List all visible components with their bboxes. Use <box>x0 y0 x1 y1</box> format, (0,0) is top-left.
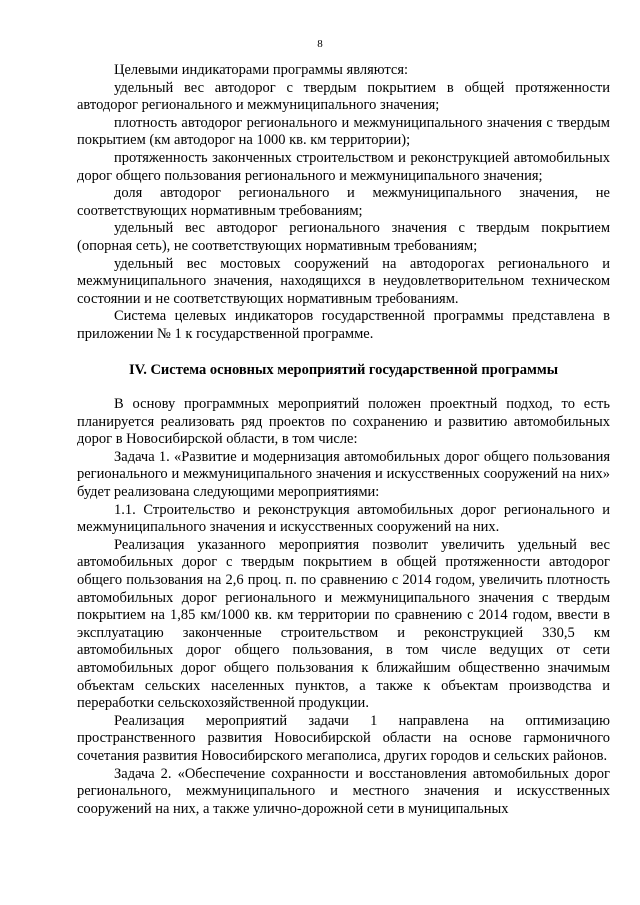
paragraph-indicator-length-built: протяженность законченных строительством и реконструкцией автомобильных дорог общего пользования регионального и межмуниципального значения; <box>77 149 610 184</box>
paragraph-measure-1-1: 1.1. Строительство и реконструкция автомобильных дорог регионального и межмуниципального значения и искусственных сооружений на них. <box>77 501 610 536</box>
paragraph-indicators-intro: Целевыми индикаторами программы являются: <box>114 62 409 78</box>
paragraph-indicator-core-network: удельный вес автодорог регионального значения с твердым покрытием (опорная сеть), не соответствующих нормативным требованиям; <box>77 220 610 254</box>
paragraph-indicator-system-appendix: Система целевых индикаторов государственной программы представлена в приложении № 1 к государственной программе. <box>77 308 610 342</box>
paragraph-measure-outcome: Реализация указанного мероприятия позволит увеличить удельный вес автомобильных дорог с твердым покрытием в общей протяженности автодорог общего пользования на 2,6 проц. п. по сравнению с 2014 годом, увеличить плотность автомобильных дорог регионального и межмуниципального значения с твердым покрытием на 1,85 км/1000 кв. км территории по сравнению с 2014 годом, ввести в эксплуатацию законченные строительством и реконструкцией 330,5 км автомобильных дорог общего пользования, в том числе ведущих от сети автомобильных дорог общего пользования к ближайшим общественно значимым объектам сельских населенных пунктов, а также к объектам производства и переработки сельскохозяйственной продукции. <box>77 536 610 712</box>
document-body <box>77 62 610 818</box>
paragraph-project-approach: В основу программных мероприятий положен проектный подход, то есть планируется реализовать ряд проектов по сохранению и развитию автомобильных дорог в Новосибирской области, в том числе: <box>77 396 610 448</box>
paragraph-indicator-bridges: удельный вес мостовых сооружений на автодорогах регионального и межмуниципального значения, находящихся в неудовлетворительном техническом состоянии и не соответствующих нормативным требованиям. <box>77 255 610 307</box>
paragraph-task-2: Задача 2. «Обеспечение сохранности и восстановления автомобильных дорог регионального, межмуниципального и местного значения и искусственных сооружений на них, а также улично-дорожной сети в муниципальных <box>77 765 610 817</box>
paragraph-task-1: Задача 1. «Развитие и модернизация автомобильных дорог общего пользования регионального и межмуниципального значения и искусственных сооружений на них» будет реализована следующими мероприятиями: <box>77 448 610 501</box>
section-heading: IV. Система основных мероприятий государственной программы <box>128 361 559 378</box>
paragraph-indicator-noncompliant-share: доля автодорог регионального и межмуниципального значения, не соответствующих нормативным требованиям; <box>77 185 610 219</box>
paragraph-task-1-purpose: Реализация мероприятий задачи 1 направлена на оптимизацию пространственного развития Новосибирской области на основе гармоничного сочетания развития Новосибирского мегаполиса, других городов и сельских районов. <box>77 712 610 764</box>
paragraph-indicator-hard-surface-share: удельный вес автодорог с твердым покрытием в общей протяженности автодорог регионального и межмуниципального значения; <box>77 79 610 114</box>
page-number: 8 <box>317 38 323 50</box>
paragraph-indicator-density: плотность автодорог регионального и межмуниципального значения с твердым покрытием (км автодорог на 1000 кв. км территории); <box>77 114 610 149</box>
